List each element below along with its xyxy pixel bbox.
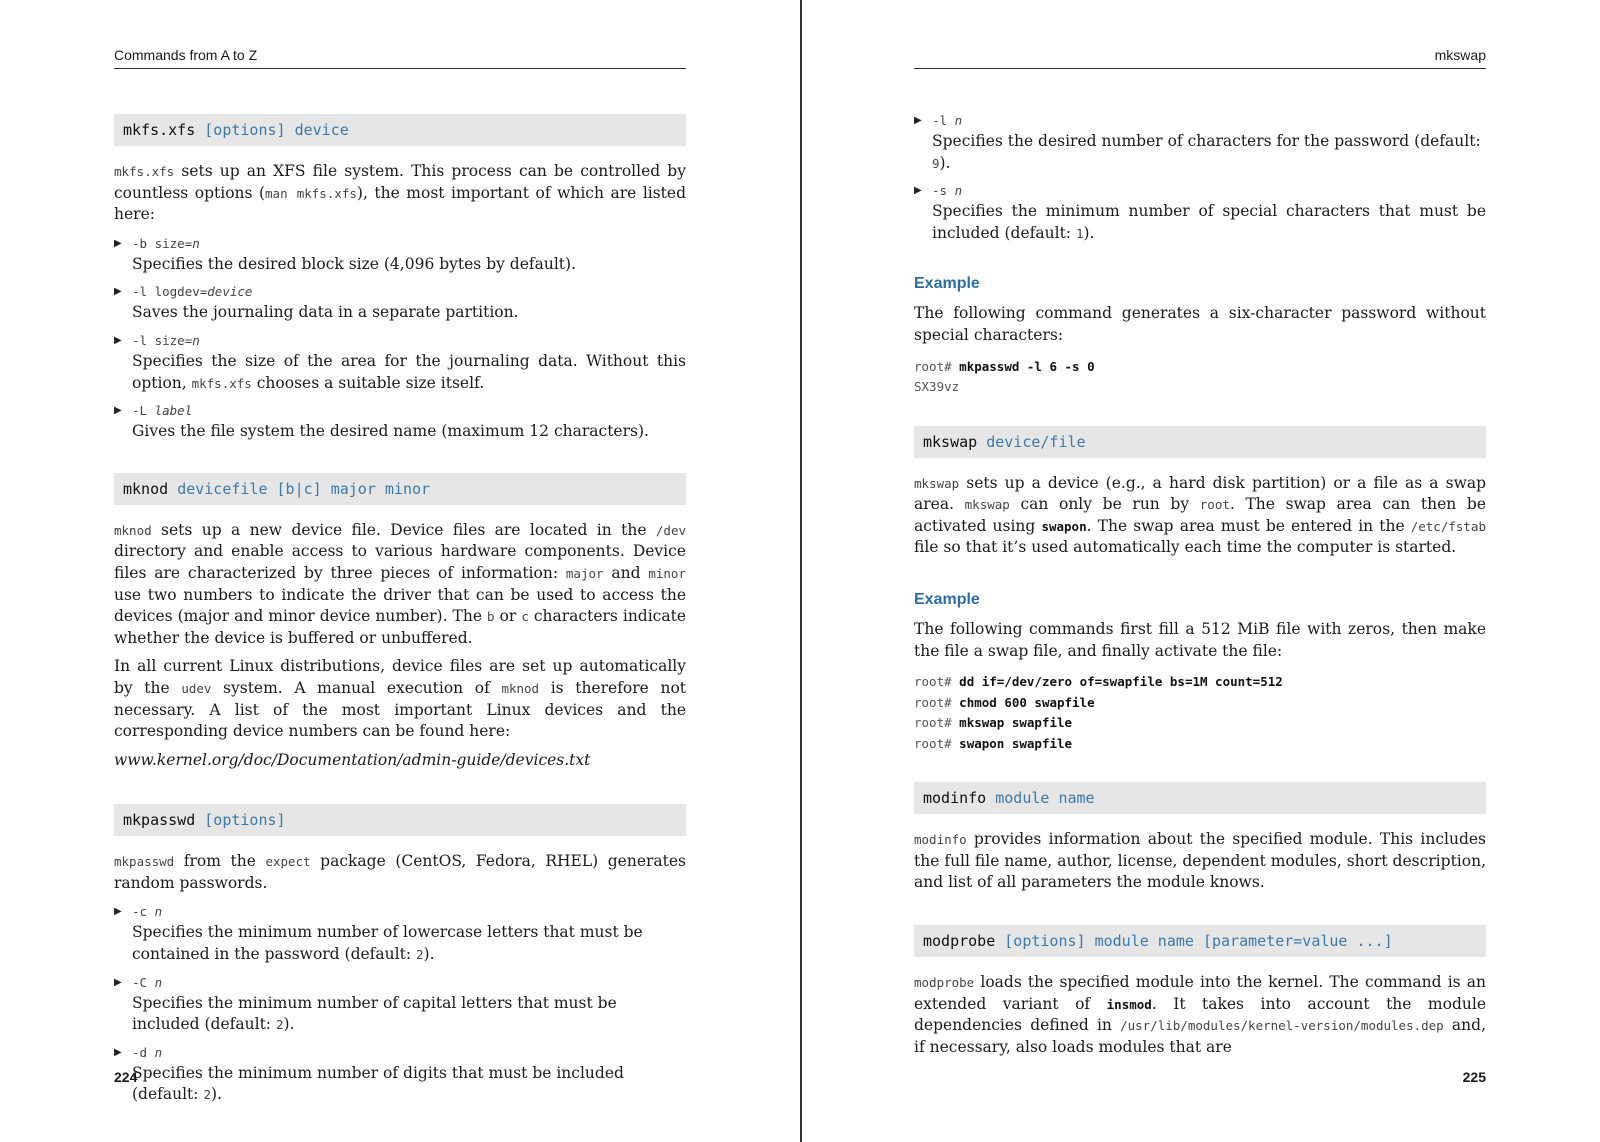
option-description: Specifies the minimum number of lowercase letters that must be contained in the password (default: 2). <box>132 923 643 964</box>
option-item <box>914 180 1486 244</box>
running-head: Commands from A to Z <box>114 47 686 69</box>
code-line: root# mkswap swapfile <box>914 715 1073 731</box>
page-number: 225 <box>1462 1069 1486 1085</box>
code-block <box>914 672 1486 754</box>
triangle-bullet-icon: ▶ <box>114 906 122 918</box>
option-flag: -l n <box>932 113 963 128</box>
option-description: Specifies the desired block size (4,096 bytes by default). <box>132 254 577 273</box>
command-heading-mkpasswd <box>114 804 686 836</box>
triangle-bullet-icon: ▶ <box>114 334 122 346</box>
option-flag: -l size=n <box>132 332 200 348</box>
option-flag: -b size=n <box>132 235 200 251</box>
paragraph: modprobe loads the specified module into the kernel. The command is an extended variant of insmod. It takes into account the module dependencies defined in /usr/lib/modules/kernel-version/modules.dep and, if necessary, also loads modules that are <box>914 972 1487 1056</box>
paragraph: mkpasswd from the expect package (CentOS, Fedora, RHEL) generates random passwords. <box>114 852 686 892</box>
command-name: mkfs.xfs <box>123 121 196 139</box>
paragraph: mkswap sets up a device (e.g., a hard disk partition) or a file as a swap area. mkswap can only be run by root. The swap area can then be activated using swapon. The swap area must be entered in the /etc/fstab file so that it’s used automatically each time the computer is started. <box>914 473 1486 557</box>
section-gap <box>914 566 1486 590</box>
page-content <box>914 110 1486 1065</box>
triangle-bullet-icon: ▶ <box>114 976 122 988</box>
section-gap <box>914 764 1486 782</box>
option-description: Saves the journaling data in a separate partition. <box>132 303 519 322</box>
option-flag: -C n <box>132 974 163 990</box>
command-name: mkpasswd <box>123 811 196 830</box>
section-gap <box>114 780 686 804</box>
option-flag: -L label <box>132 403 193 419</box>
option-item <box>114 1042 686 1106</box>
option-description: Specifies the minimum number of capital letters that must be included (default: 2). <box>132 993 617 1034</box>
option-description: Specifies the minimum number of digits that must be included (default: 2). <box>132 1063 624 1104</box>
section-gap <box>114 449 686 473</box>
command-name: modinfo <box>923 789 987 808</box>
paragraph: The following command generates a six-character password without special characters: <box>914 304 1486 344</box>
command-args: [options] device <box>204 121 349 139</box>
code-output: SX39vz <box>914 379 960 395</box>
option-description: Gives the file system the desired name (maximum 12 characters). <box>132 422 649 441</box>
example-heading: Example <box>914 590 980 608</box>
option-flag: -c n <box>132 904 163 920</box>
section-gap <box>914 408 1486 426</box>
triangle-bullet-icon: ▶ <box>914 115 922 126</box>
text: sets up an XFS file system. This process can be controlled by countless options ( <box>114 162 686 202</box>
triangle-bullet-icon: ▶ <box>114 237 122 249</box>
code-line: root# swapon swapfile <box>914 735 1073 751</box>
option-item <box>114 400 686 443</box>
option-flag: -l logdev=device <box>132 284 253 300</box>
example-heading: Example <box>914 275 980 293</box>
running-head: mkswap <box>914 47 1486 69</box>
option-item <box>914 110 1486 174</box>
command-heading-modprobe <box>914 925 1486 957</box>
book-spine <box>800 0 802 1142</box>
inline-code: man mkfs.xfs <box>265 185 357 201</box>
command-heading-mkswap <box>914 426 1486 458</box>
section-gap <box>914 901 1486 925</box>
option-flag: -d n <box>132 1044 163 1060</box>
command-heading-mkfs-xfs <box>114 114 686 146</box>
paragraph <box>114 161 686 226</box>
text: ), the most important of which are listed here: <box>114 183 687 224</box>
code-line: root# dd if=/dev/zero of=swapfile bs=1M count=512 <box>914 674 1283 690</box>
command-args: module name <box>995 789 1095 808</box>
triangle-bullet-icon: ▶ <box>114 1046 122 1058</box>
code-block <box>914 357 1486 398</box>
command-name: mkswap <box>923 432 978 451</box>
triangle-bullet-icon: ▶ <box>114 405 122 417</box>
option-item <box>114 972 686 1036</box>
page-content <box>114 114 686 1112</box>
option-flag: -s n <box>932 183 963 199</box>
option-item <box>114 281 686 324</box>
paragraph: In all current Linux distributions, device files are set up automatically by the udev system. A manual execution of mknod is therefore not necessary. A list of the most important Linux devices and the corresponding device numbers can be found here: <box>114 657 687 741</box>
triangle-bullet-icon: ▶ <box>114 286 122 298</box>
command-heading-mknod <box>114 473 686 505</box>
command-args: devicefile [b|c] major minor <box>177 479 431 498</box>
code-line: root# mkpasswd -l 6 -s 0 <box>914 358 1095 374</box>
command-args: device/file <box>986 432 1086 451</box>
command-args: [options] <box>204 811 286 830</box>
code-line: root# chmod 600 swapfile <box>914 694 1095 710</box>
reference-url: www.kernel.org/doc/Documentation/admin-guide/devices.txt <box>114 750 591 769</box>
command-name: modprobe <box>923 931 996 950</box>
option-description: Specifies the desired number of characters for the password (default: 9). <box>932 132 1481 172</box>
command-args: [options] module name [parameter=value ...] <box>1004 931 1393 950</box>
command-name: mknod <box>123 479 169 498</box>
option-description: Specifies the minimum number of special characters that must be included (default: 1). <box>932 202 1486 242</box>
paragraph: The following commands first fill a 512 MiB file with zeros, then make the file a swap file, and finally activate the file: <box>914 619 1486 660</box>
option-item <box>114 330 686 394</box>
left-page <box>114 0 686 1142</box>
triangle-bullet-icon: ▶ <box>914 185 922 197</box>
option-description: Specifies the size of the area for the journaling data. Without this option, mkfs.xfs chooses a suitable size itself. <box>132 351 686 392</box>
section-gap <box>914 250 1486 274</box>
command-heading-modinfo <box>914 782 1486 814</box>
page-number: 224 <box>114 1069 138 1085</box>
option-item <box>114 901 686 965</box>
option-item <box>114 233 686 276</box>
right-page <box>914 0 1486 1142</box>
paragraph: mknod sets up a new device file. Device files are located in the /dev directory and enable access to various hardware components. Device files are characterized by three pieces of information: major and minor use two numbers to indicate the driver that can be used to access the devices (major and minor device number). The b or c characters indicate whether the device is buffered or unbuffered. <box>114 520 686 647</box>
inline-code: mkfs.xfs <box>114 164 175 179</box>
paragraph: modinfo provides information about the specified module. This includes the full file name, author, license, dependent modules, short description, and list of all parameters the module knows. <box>914 830 1486 892</box>
